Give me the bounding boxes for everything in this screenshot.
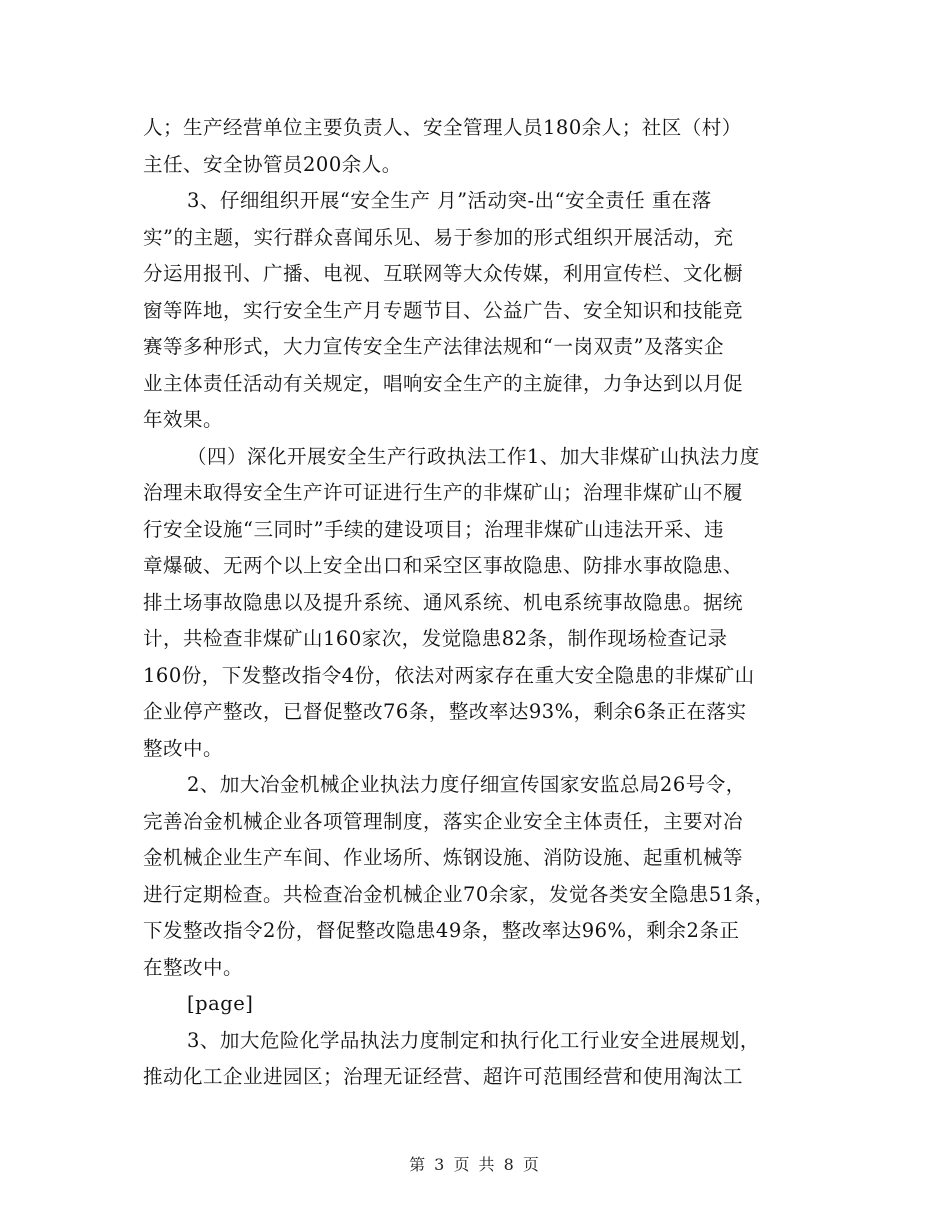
text-line: 在整改中。 [143, 955, 244, 979]
text-line: 章爆破、无两个以上安全出口和采空区事故隐患、防排水事故隐患、 [143, 554, 744, 577]
text-line: 人；生产经营单位主要负责人、安全管理人员180余人；社区（村） [143, 116, 742, 139]
text-line: 赛等多种形式，大力宣传安全生产法律法规和“一岗双责”及落实企 [143, 335, 724, 358]
text-line: 行安全设施“三同时”手续的建设项目；治理非煤矿山违法开采、违 [143, 517, 724, 541]
text-line: 160份，下发整改指令4份，依法对两家存在重大安全隐患的非煤矿山 [143, 663, 755, 687]
text-line: 进行定期检查。共检查冶金机械企业70余家，发觉各类安全隐患51条， [143, 882, 775, 906]
text-line: 年效果。 [143, 408, 224, 431]
text-line: 2、加大冶金机械企业执法力度仔细宣传国家安监总局26号令， [187, 773, 746, 796]
text-line: 整改中。 [143, 736, 224, 760]
text-line: 主任、安全协管员200余人。 [143, 152, 402, 176]
text-line: 下发整改指令2份，督促整改隐患49条，整改率达96%，剩余2条正 [143, 919, 740, 942]
text-line: 窗等阵地，实行安全生产月专题节目、公益广告、安全知识和技能竞 [143, 298, 744, 322]
text-line: 3、加大危险化学品执法力度制定和执行化工行业安全进展规划， [187, 1028, 760, 1052]
text-line: 实”的主题，实行群众喜闻乐见、易于参加的形式组织开展活动，充 [143, 225, 734, 249]
text-line: 排土场事故隐患以及提升系统、通风系统、机电系统事故隐患。据统 [143, 590, 744, 614]
document-body [143, 110, 823, 1096]
text-line: 完善冶金机械企业各项管理制度，落实企业安全主体责任，主要对冶 [143, 809, 744, 833]
text-line: （四）深化开展安全生产行政执法工作1、加大非煤矿山执法力度 [187, 444, 760, 468]
text-line: 计，共检查非煤矿山160家次，发觉隐患82条，制作现场检查记录 [143, 627, 728, 650]
text-line: 治理未取得安全生产许可证进行生产的非煤矿山；治理非煤矿山不履 [143, 481, 744, 504]
text-line: 金机械企业生产车间、作业场所、炼钢设施、消防设施、起重机械等 [143, 846, 744, 869]
text-line: 3、仔细组织开展“安全生产 月”活动突-出“安全责任 重在落 [187, 189, 712, 212]
text-line: 企业停产整改，已督促整改76条，整改率达93%，剩余6条正在落实 [143, 700, 747, 723]
page-footer: 第 3 页 共 8 页 [409, 1155, 541, 1174]
text-line: 推动化工企业进园区；治理无证经营、超许可范围经营和使用淘汰工 [143, 1065, 744, 1088]
text-line: 业主体责任活动有关规定，唱响安全生产的主旋律，力争达到以月促 [143, 371, 744, 395]
text-line: [page] [187, 992, 254, 1015]
text-line: 分运用报刊、广播、电视、互联网等大众传媒，利用宣传栏、文化橱 [143, 262, 744, 285]
